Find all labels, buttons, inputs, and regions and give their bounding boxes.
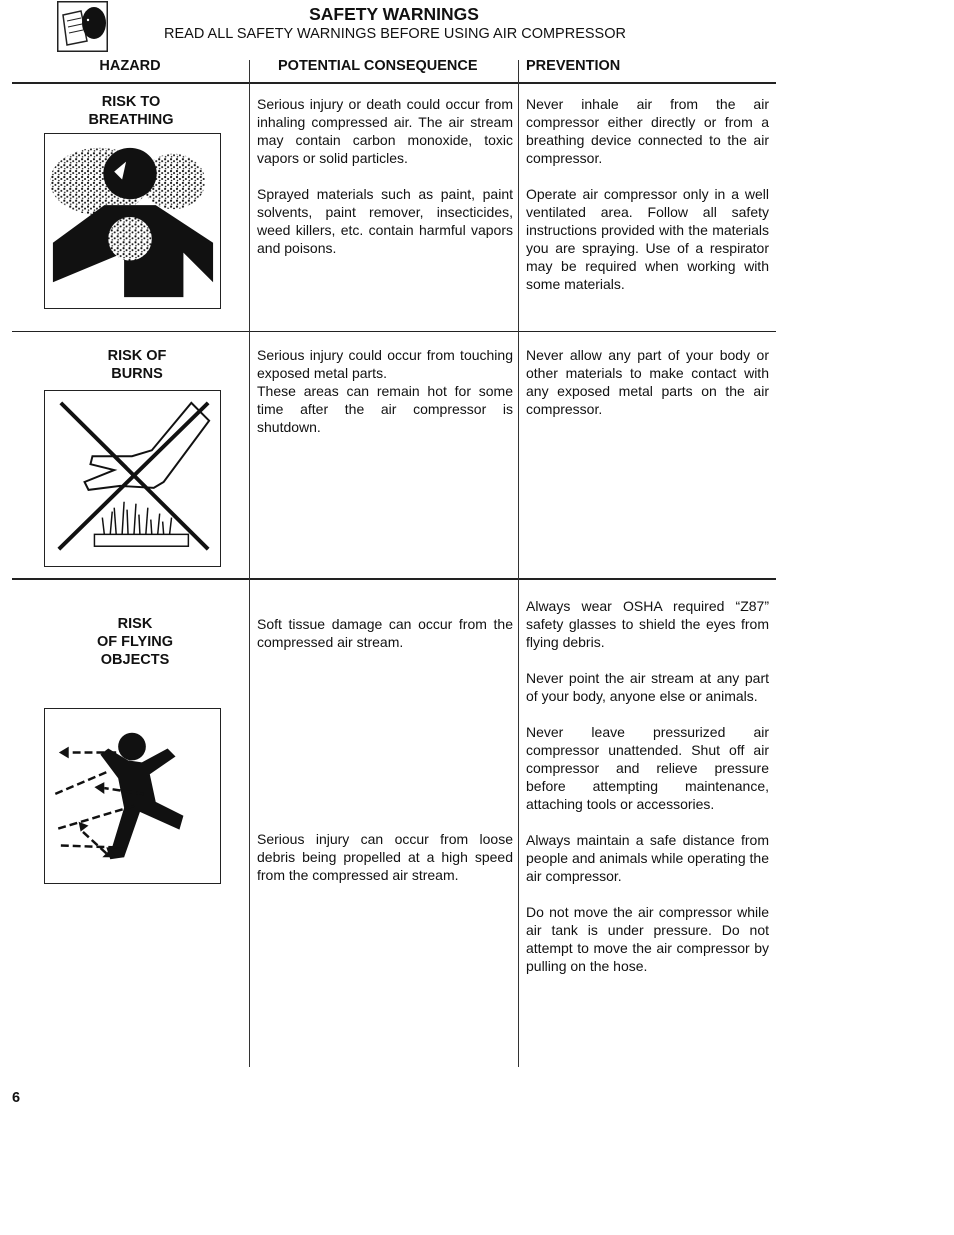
column-header-consequence: POTENTIAL CONSEQUENCE: [278, 58, 478, 74]
breathing-hazard-icon: [44, 133, 221, 309]
hazard-label-burns: RISK OF BURNS: [107, 348, 167, 382]
row-divider: [12, 578, 776, 580]
flying-objects-hazard-icon: [44, 708, 221, 884]
column-header-hazard: HAZARD: [99, 58, 161, 74]
consequence-paragraph: Serious injury can occur from loose debris being propelled at a high speed from the compressed air stream.: [257, 831, 513, 883]
hazard-label-flying-objects: RISK OF FLYING OBJECTS: [97, 616, 173, 668]
column-divider: [518, 60, 519, 1067]
column-divider: [249, 60, 250, 1067]
page-subtitle: READ ALL SAFETY WARNINGS BEFORE USING AIR COMPRESSOR: [164, 26, 626, 42]
consequence-paragraph: Sprayed materials such as paint, paint solvents, paint remover, insecticides, weed killers, etc. contain harmful vapors and poisons.: [257, 186, 513, 256]
consequence-breathing: [257, 95, 513, 275]
page-number: 6: [12, 1090, 21, 1106]
page-title: SAFETY WARNINGS: [309, 4, 479, 24]
prevention-paragraph: Never point the air stream at any part of your body, anyone else or animals.: [526, 670, 769, 704]
consequence-paragraph: Soft tissue damage can occur from the compressed air stream.: [257, 616, 513, 650]
prevention-paragraph: Never allow any part of your body or other materials to make contact with any exposed metal parts on the air compressor.: [526, 347, 769, 417]
prevention-paragraph: Always wear OSHA required “Z87” safety glasses to shield the eyes from flying debris.: [526, 598, 769, 650]
column-header-prevention: PREVENTION: [526, 58, 621, 74]
consequence-paragraph: Serious injury or death could occur from inhaling compressed air. The air stream may contain carbon monoxide, toxic vapors or solid particles.: [257, 96, 513, 166]
header-divider: [12, 82, 776, 84]
prevention-breathing: [526, 95, 769, 311]
prevention-burns: [526, 346, 769, 436]
consequence-paragraph: These areas can remain hot for some time after the air compressor is shutdown.: [257, 383, 513, 435]
prevention-paragraph: Always maintain a safe distance from people and animals while operating the air compressor.: [526, 832, 769, 884]
consequence-flying-objects-2: [257, 830, 513, 884]
consequence-burns: [257, 346, 513, 436]
prevention-paragraph: Never leave pressurized air compressor unattended. Shut off air compressor and relieve pressure before attempting maintenance, attaching tools or accessories.: [526, 724, 769, 812]
burn-hazard-icon: [44, 390, 221, 567]
prevention-paragraph: Never inhale air from the air compressor either directly or from a breathing device connected to the air compressor.: [526, 96, 769, 166]
prevention-paragraph: Do not move the air compressor while air tank is under pressure. Do not attempt to move the air compressor by pulling on the hose.: [526, 904, 769, 974]
consequence-flying-objects-1: [257, 615, 513, 651]
consequence-paragraph: Serious injury could occur from touching exposed metal parts.: [257, 347, 513, 381]
prevention-paragraph: Operate air compressor only in a well ventilated area. Follow all safety instructions provided with the materials you are spraying. Use of a respirator may be required when working with some materials.: [526, 186, 769, 292]
prevention-flying-objects: [526, 597, 769, 993]
row-divider: [12, 331, 776, 332]
hazard-label-breathing: RISK TO BREATHING: [88, 94, 174, 128]
